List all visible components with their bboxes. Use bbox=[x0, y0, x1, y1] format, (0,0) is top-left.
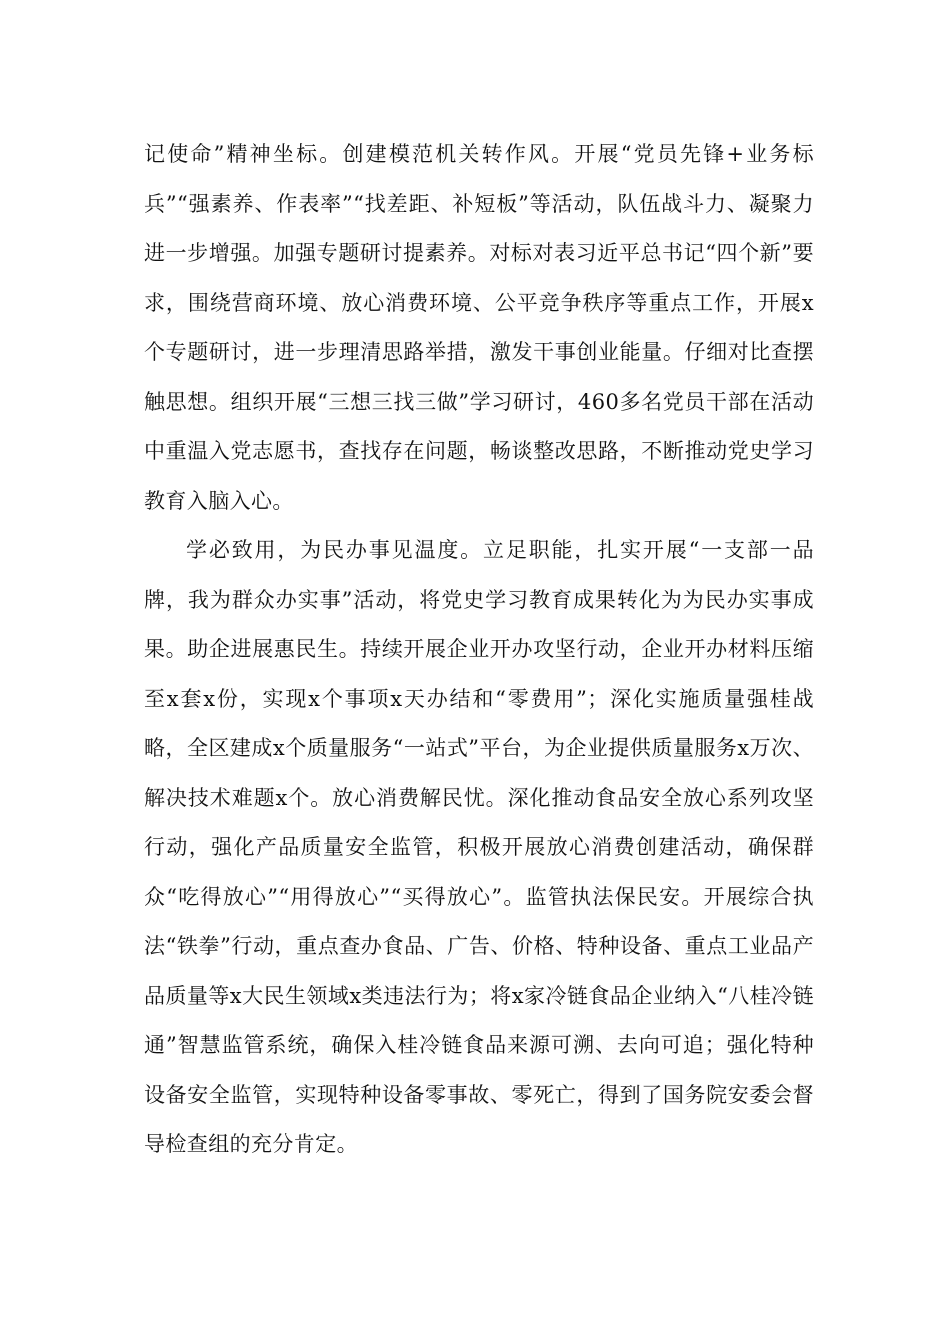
paragraph-1: 记使命”精神坐标。创建模范机关转作风。开展“党员先锋+业务标兵”“强素养、作表率”“找差距、补短板”等活动，队伍战斗力、凝聚力进一步增强。加强专题研讨提素养。对标对表习近平总书记“四个新”要求，围绕营商环境、放心消费环境、公平竞争秩序等重点工作，开展x个专题研讨，进一步理清思路举措，激发干事创业能量。仔细对比查摆触思想。组织开展“三想三找三做”学习研讨，460多名党员干部在活动中重温入党志愿书，查找存在问题，畅谈整改思路，不断推动党史学习教育入脑入心。 bbox=[144, 142, 814, 513]
document-body bbox=[144, 130, 814, 1170]
paragraph-2: 学必致用，为民办事见温度。立足职能，扎实开展“一支部一品牌，我为群众办实事”活动，将党史学习教育成果转化为为民办实事成果。助企进展惠民生。持续开展企业开办攻坚行动，企业开办材料压缩至x套x份，实现x个事项x天办结和“零费用”；深化实施质量强桂战略，全区建成x个质量服务“一站式”平台，为企业提供质量服务x万次、解决技术难题x个。放心消费解民忧。深化推动食品安全放心系列攻坚行动，强化产品质量安全监管，积极开展放心消费创建活动，确保群众“吃得放心”“用得放心”“买得放心”。监管执法保民安。开展综合执法“铁拳”行动，重点查办食品、广告、价格、特种设备、重点工业品产品质量等x大民生领域x类违法行为；将x家冷链食品企业纳入“八桂冷链通”智慧监管系统，确保入桂冷链食品来源可溯、去向可追；强化特种设备安全监管，实现特种设备零事故、零死亡，得到了国务院安委会督导检查组的充分肯定。 bbox=[144, 538, 814, 1156]
